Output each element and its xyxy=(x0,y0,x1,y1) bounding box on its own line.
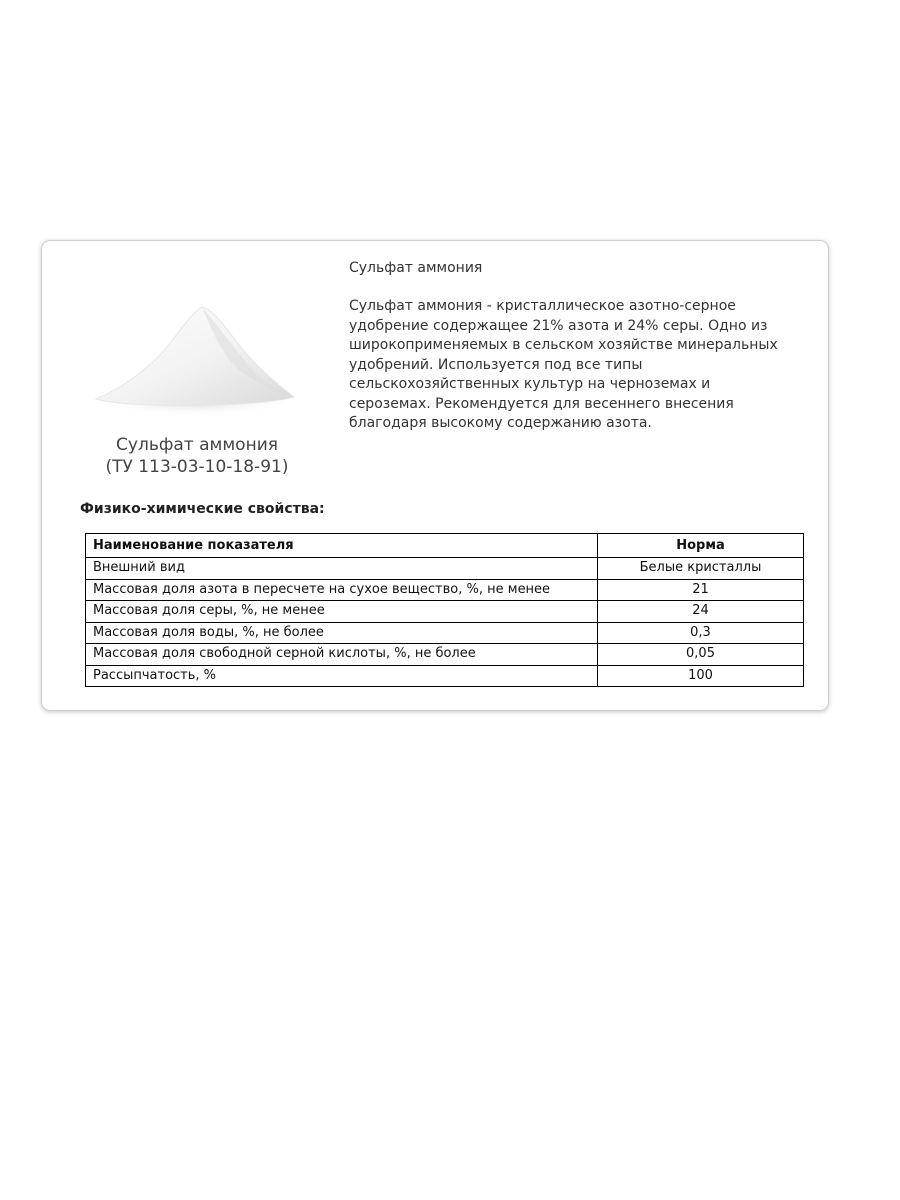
table-row xyxy=(86,644,804,666)
property-value: Белые кристаллы xyxy=(598,558,804,580)
product-title: Сульфат аммония xyxy=(349,260,483,276)
property-name: Массовая доля свободной серной кислоты, %, не более xyxy=(86,644,598,666)
properties-heading: Физико-химические свойства: xyxy=(80,501,325,517)
table-row xyxy=(86,601,804,623)
property-name: Массовая доля азота в пересчете на сухое вещество, %, не менее xyxy=(86,579,598,601)
property-value: 21 xyxy=(598,579,804,601)
property-name: Массовая доля воды, %, не более xyxy=(86,622,598,644)
property-value: 24 xyxy=(598,601,804,623)
table-header-row xyxy=(86,534,804,558)
product-card xyxy=(41,240,829,711)
property-value: 0,3 xyxy=(598,622,804,644)
table-row xyxy=(86,579,804,601)
product-caption xyxy=(82,434,312,478)
column-header-norm: Норма xyxy=(598,534,804,558)
property-value: 100 xyxy=(598,665,804,687)
powder-pile-image xyxy=(90,281,300,421)
table-row xyxy=(86,665,804,687)
column-header-name: Наименование показателя xyxy=(86,534,598,558)
property-name: Рассыпчатость, % xyxy=(86,665,598,687)
table-row xyxy=(86,622,804,644)
property-value: 0,05 xyxy=(598,644,804,666)
table-row xyxy=(86,558,804,580)
property-name: Внешний вид xyxy=(86,558,598,580)
product-description: Сульфат аммония - кристаллическое азотно-серное удобрение содержащее 21% азота и 24% серы. Одно из широкоприменяемых в сельском хозяйстве минеральных удобрений. Используется под все типы сельскохозяйственных культур на черноземах и сероземах. Рекомендуется для весеннего внесения благодаря высокому содержанию азота. xyxy=(349,298,778,431)
properties-table xyxy=(85,533,804,687)
caption-spec: (ТУ 113-03-10-18-91) xyxy=(105,457,289,477)
caption-name: Сульфат аммония xyxy=(116,435,278,455)
property-name: Массовая доля серы, %, не менее xyxy=(86,601,598,623)
